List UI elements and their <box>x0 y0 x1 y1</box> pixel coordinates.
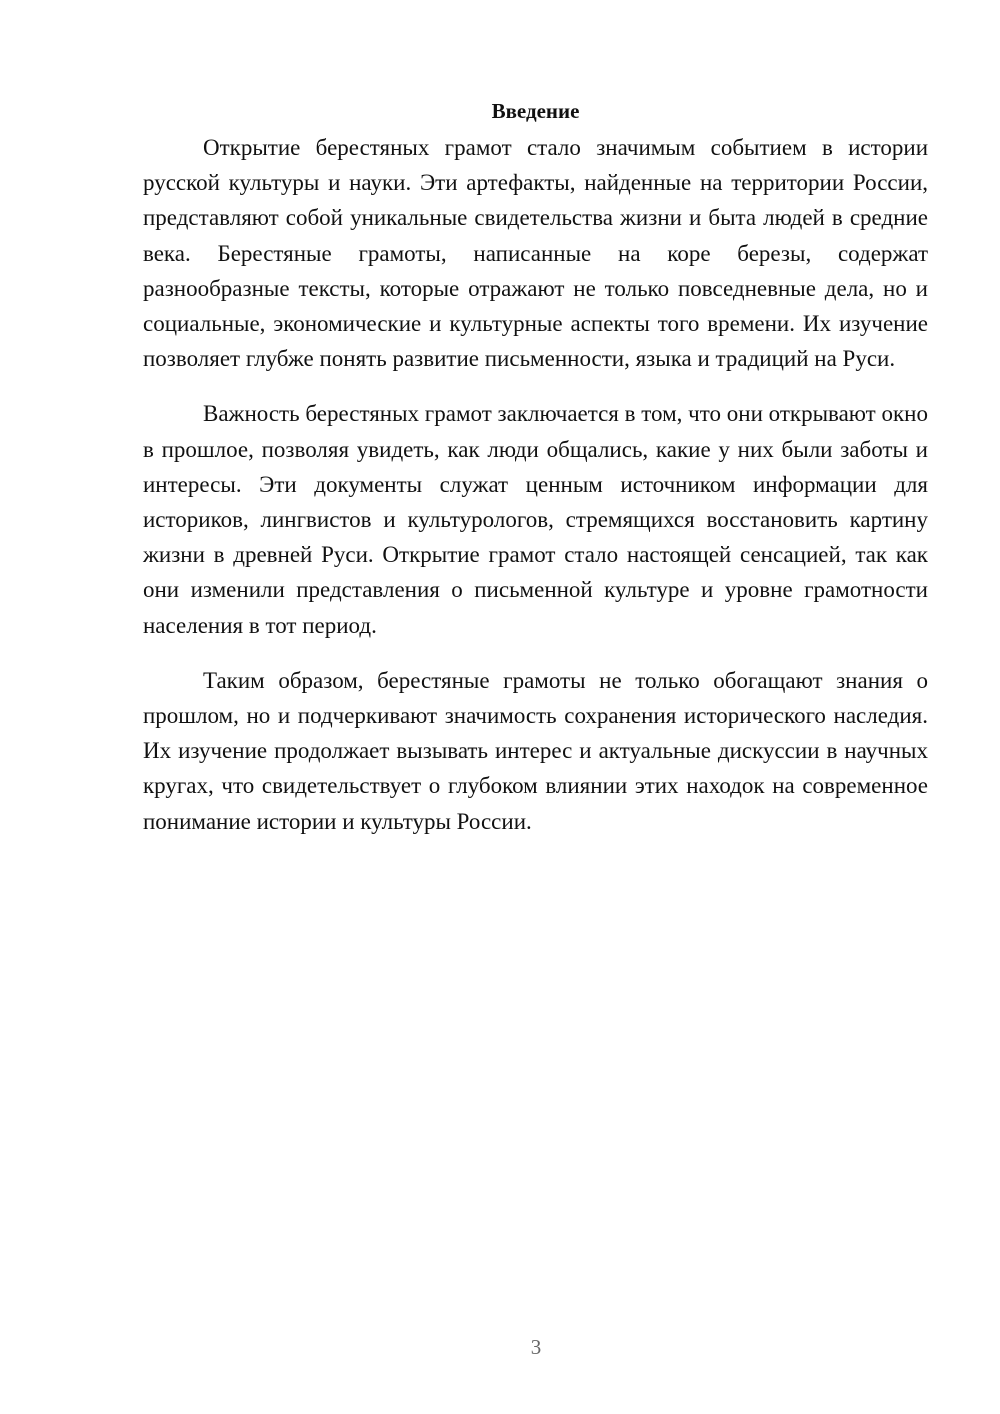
paragraph-3: Таким образом, берестяные грамоты не только обогащают знания о прошлом, но и подчеркивают значимость сохранения исторического наследия. Их изучение продолжает вызывать интерес и актуальные дискуссии в научных кругах, что свидетельствует о глубоком влиянии этих находок на современное понимание истории и культуры России. <box>143 667 928 834</box>
paragraph-1: Открытие берестяных грамот стало значимым событием в истории русской культуры и науки. Эти артефакты, найденные на территории России, представляют собой уникальные свидетельства жизни и быта людей в средние века. Берестяные грамоты, написанные на коре березы, содержат разнообразные тексты, которые отражают не только повседневные дела, но и социальные, экономические и культурные аспекты того времени. Их изучение позволяет глубже понять развитие письменности, языка и традиций на Руси. <box>143 135 928 372</box>
document-body <box>143 96 928 859</box>
paragraph-2: Важность берестяных грамот заключается в том, что они открывают окно в прошлое, позволяя увидеть, как люди общались, какие у них были заботы и интересы. Эти документы служат ценным источником информации для историков, лингвистов и культурологов, стремящихся восстановить картину жизни в древней Руси. Открытие грамот стало настоящей сенсацией, так как они изменили представления о письменной культуре и уровне грамотности населения в тот период. <box>143 401 928 638</box>
page-number: 3 <box>530 1335 542 1359</box>
section-title: Введение <box>491 99 580 123</box>
